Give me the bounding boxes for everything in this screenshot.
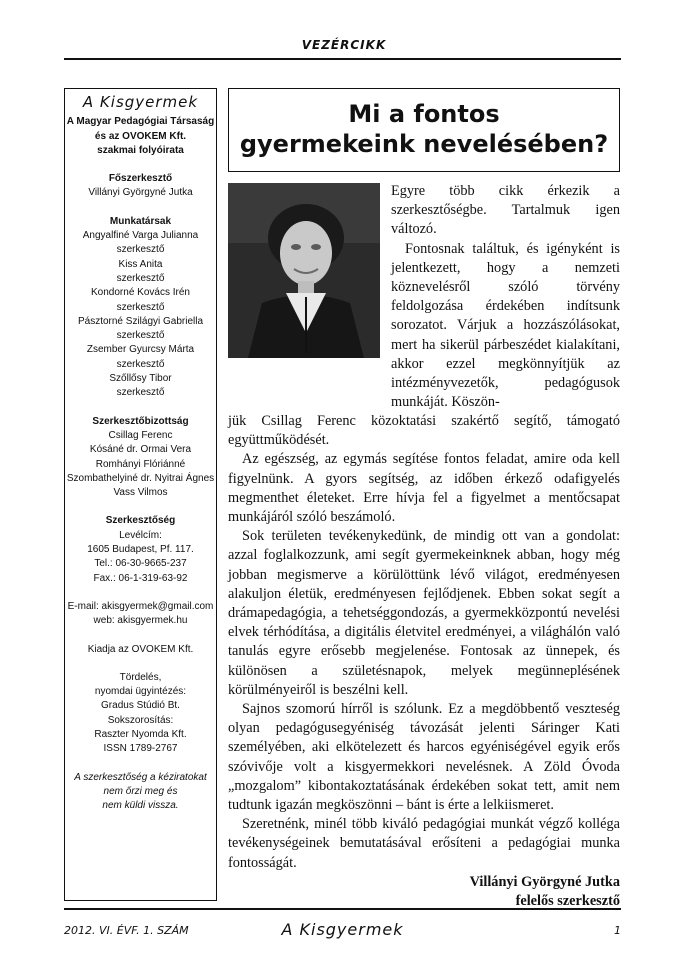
office-heading: Szerkesztőség [105, 515, 176, 527]
staff-heading: Munkatársak [109, 215, 172, 227]
office-line: 1605 Budapest, Pf. 117. [87, 544, 194, 556]
disclaimer-line: A szerkesztőség a kéziratokat [74, 771, 207, 783]
disclaimer-line: nem küldi vissza. [102, 800, 179, 812]
staff-role: szerkesztő [116, 387, 165, 399]
masthead-sidebar [64, 88, 217, 901]
issue-label: 2012. VI. ÉVF. 1. SZÁM [64, 924, 189, 937]
top-rule [64, 58, 621, 60]
staff-name: Zsember Gyurcsy Márta [86, 344, 195, 356]
article-title-line: gyermekeink nevelésében? [239, 130, 609, 158]
masthead-brand: A Kisgyermek [82, 93, 199, 111]
staff-role: szerkesztő [116, 301, 165, 313]
article-paragraph: Fontosnak találtuk, és igényként is jelentkezett, hogy a nemzeti köznevelésről szóló törvény feldolgozása érdekében indítsunk sorozatot. Várjuk a hozzászólásokat, mert ha sikerül párbeszédet kialakítani, akkor ezzel megkönnyítjük az intézményvezetők, pedagógusok munkáját. Köszön- [391, 240, 620, 411]
page-footer [64, 922, 621, 942]
production-line: nyomdai ügyintézés: [94, 686, 187, 698]
staff-name: Angyalfiné Varga Julianna [82, 230, 199, 242]
staff-role: szerkesztő [116, 244, 165, 256]
article-body-wide [228, 412, 620, 911]
author-photo [228, 183, 380, 358]
editor-in-chief-name: Villányi Györgyné Jutka [88, 187, 193, 199]
board-heading: Szerkesztőbizottság [92, 415, 189, 427]
author-portrait-illustration [228, 183, 380, 358]
article-paragraph: Szeretnénk, minél több kiváló pedagógiai munkát végző kolléga tevékenységeinek bemutatásával erősíteni a pedagógiai munka fontosságát. [228, 816, 620, 871]
issuer-line: Kiadja az OVOKEM Kft. [87, 643, 194, 655]
article-title-line: Mi a fontos [348, 100, 500, 128]
article-paragraph: Sok területen tevékenykedünk, de mindig ott van a gondolat: azzal foglalkozzunk, ami segít gyermekeinknek abban, hogy még jobban megismerve a körülöttünk lévő világot, eredményesen alakuljon életük, eredményesen fejlődjenek. Ebben sokat segít a drámapedagógia, a tehetséggondozás, a gyermekközpontú nevelési elvek térhódítása, a digitális életvitel eredményei, a világhálón való tanulás egyre erősebb megjelenése. Fontosak az ünnepek, és különösen a születésnapok, melyek megünneplésének körülményeiről is beszélni kell. [228, 528, 620, 698]
board-member: Csillag Ferenc [108, 429, 173, 441]
article-paragraph: Sajnos szomorú hírről is szólunk. Ez a megdöbbentő veszteség olyan pedagógusegyéniség távozását jelenti Sáringer Kati személyében, aki elkötelezett és harcos egyéniségével egyik erős szóvivője volt a kisgyermekkori nevelésnek. A Zöld Óvoda „mozgalom” kibontakoztatásának érdekében sokat tett, amit nem tudtunk igazán megköszönni – bánt is érte a lelkiismeret. [228, 701, 620, 814]
disclaimer-line: nem őrzi meg és [103, 785, 178, 797]
board-member: Szombathelyiné dr. Nyitrai Ágnes [66, 472, 215, 484]
staff-role: szerkesztő [116, 272, 165, 284]
web-line: web: akisgyermek.hu [93, 615, 188, 627]
article-body-narrow [391, 182, 620, 412]
publisher-line: és az OVOKEM Kft. [94, 130, 187, 142]
board-member: Vass Vilmos [113, 487, 168, 499]
staff-name: Pásztorné Szilágyi Gabriella [77, 315, 204, 327]
article-paragraph: Az egészség, az egymás segítése fontos feladat, amire oda kell figyelnünk. A gyors segítség, az időben érkező odafigyelés megmenthet életeket. Erre hívja fel a figyelmet a mentőcsapat munkájáról szóló beszámoló. [228, 451, 620, 526]
board-member: Romhányi Flóriánné [95, 458, 186, 470]
article-paragraph-continuation: jük Csillag Ferenc közoktatási szakértő segítő, támogató együttműködését. [228, 413, 620, 449]
staff-name: Kiss Anita [118, 258, 163, 270]
section-label: VEZÉRCIKK [301, 38, 387, 52]
article-paragraph: Egyre több cikk érkezik a szerkesztőségbe. Tartalmuk igen változó. [391, 183, 620, 238]
staff-role: szerkesztő [116, 330, 165, 342]
production-line: Sokszorosítás: [107, 714, 174, 726]
bottom-rule [64, 908, 621, 910]
page-number: 1 [614, 924, 621, 937]
production-line: Gradus Stúdió Bt. [101, 700, 180, 712]
production-line: Raszter Nyomda Kft. [94, 728, 187, 740]
publisher-line: A Magyar Pedagógiai Társaság [66, 116, 215, 128]
signature-name: Villányi Györgyné Jutka [469, 873, 620, 890]
board-member: Kósáné dr. Ormai Vera [89, 444, 192, 456]
staff-name: Szőllősy Tibor [109, 373, 172, 385]
production-line: Tördelés, [119, 671, 162, 683]
publisher-line: szakmai folyóirata [97, 144, 184, 156]
footer-brand: A Kisgyermek [281, 920, 404, 939]
office-line: Fax.: 06-1-319-63-92 [93, 572, 188, 584]
office-line: Tel.: 06-30-9665-237 [94, 558, 187, 570]
email-line: E-mail: akisgyermek@gmail.com [67, 600, 214, 612]
staff-role: szerkesztő [116, 358, 165, 370]
article-title-box [228, 88, 620, 172]
editor-in-chief-heading: Főszerkesztő [108, 173, 173, 185]
issn-line: ISSN 1789-2767 [103, 743, 178, 755]
office-line: Levélcím: [119, 529, 162, 541]
staff-name: Kondorné Kovács Irén [91, 287, 190, 299]
signature-role: felelős szerkesztő [515, 893, 620, 910]
